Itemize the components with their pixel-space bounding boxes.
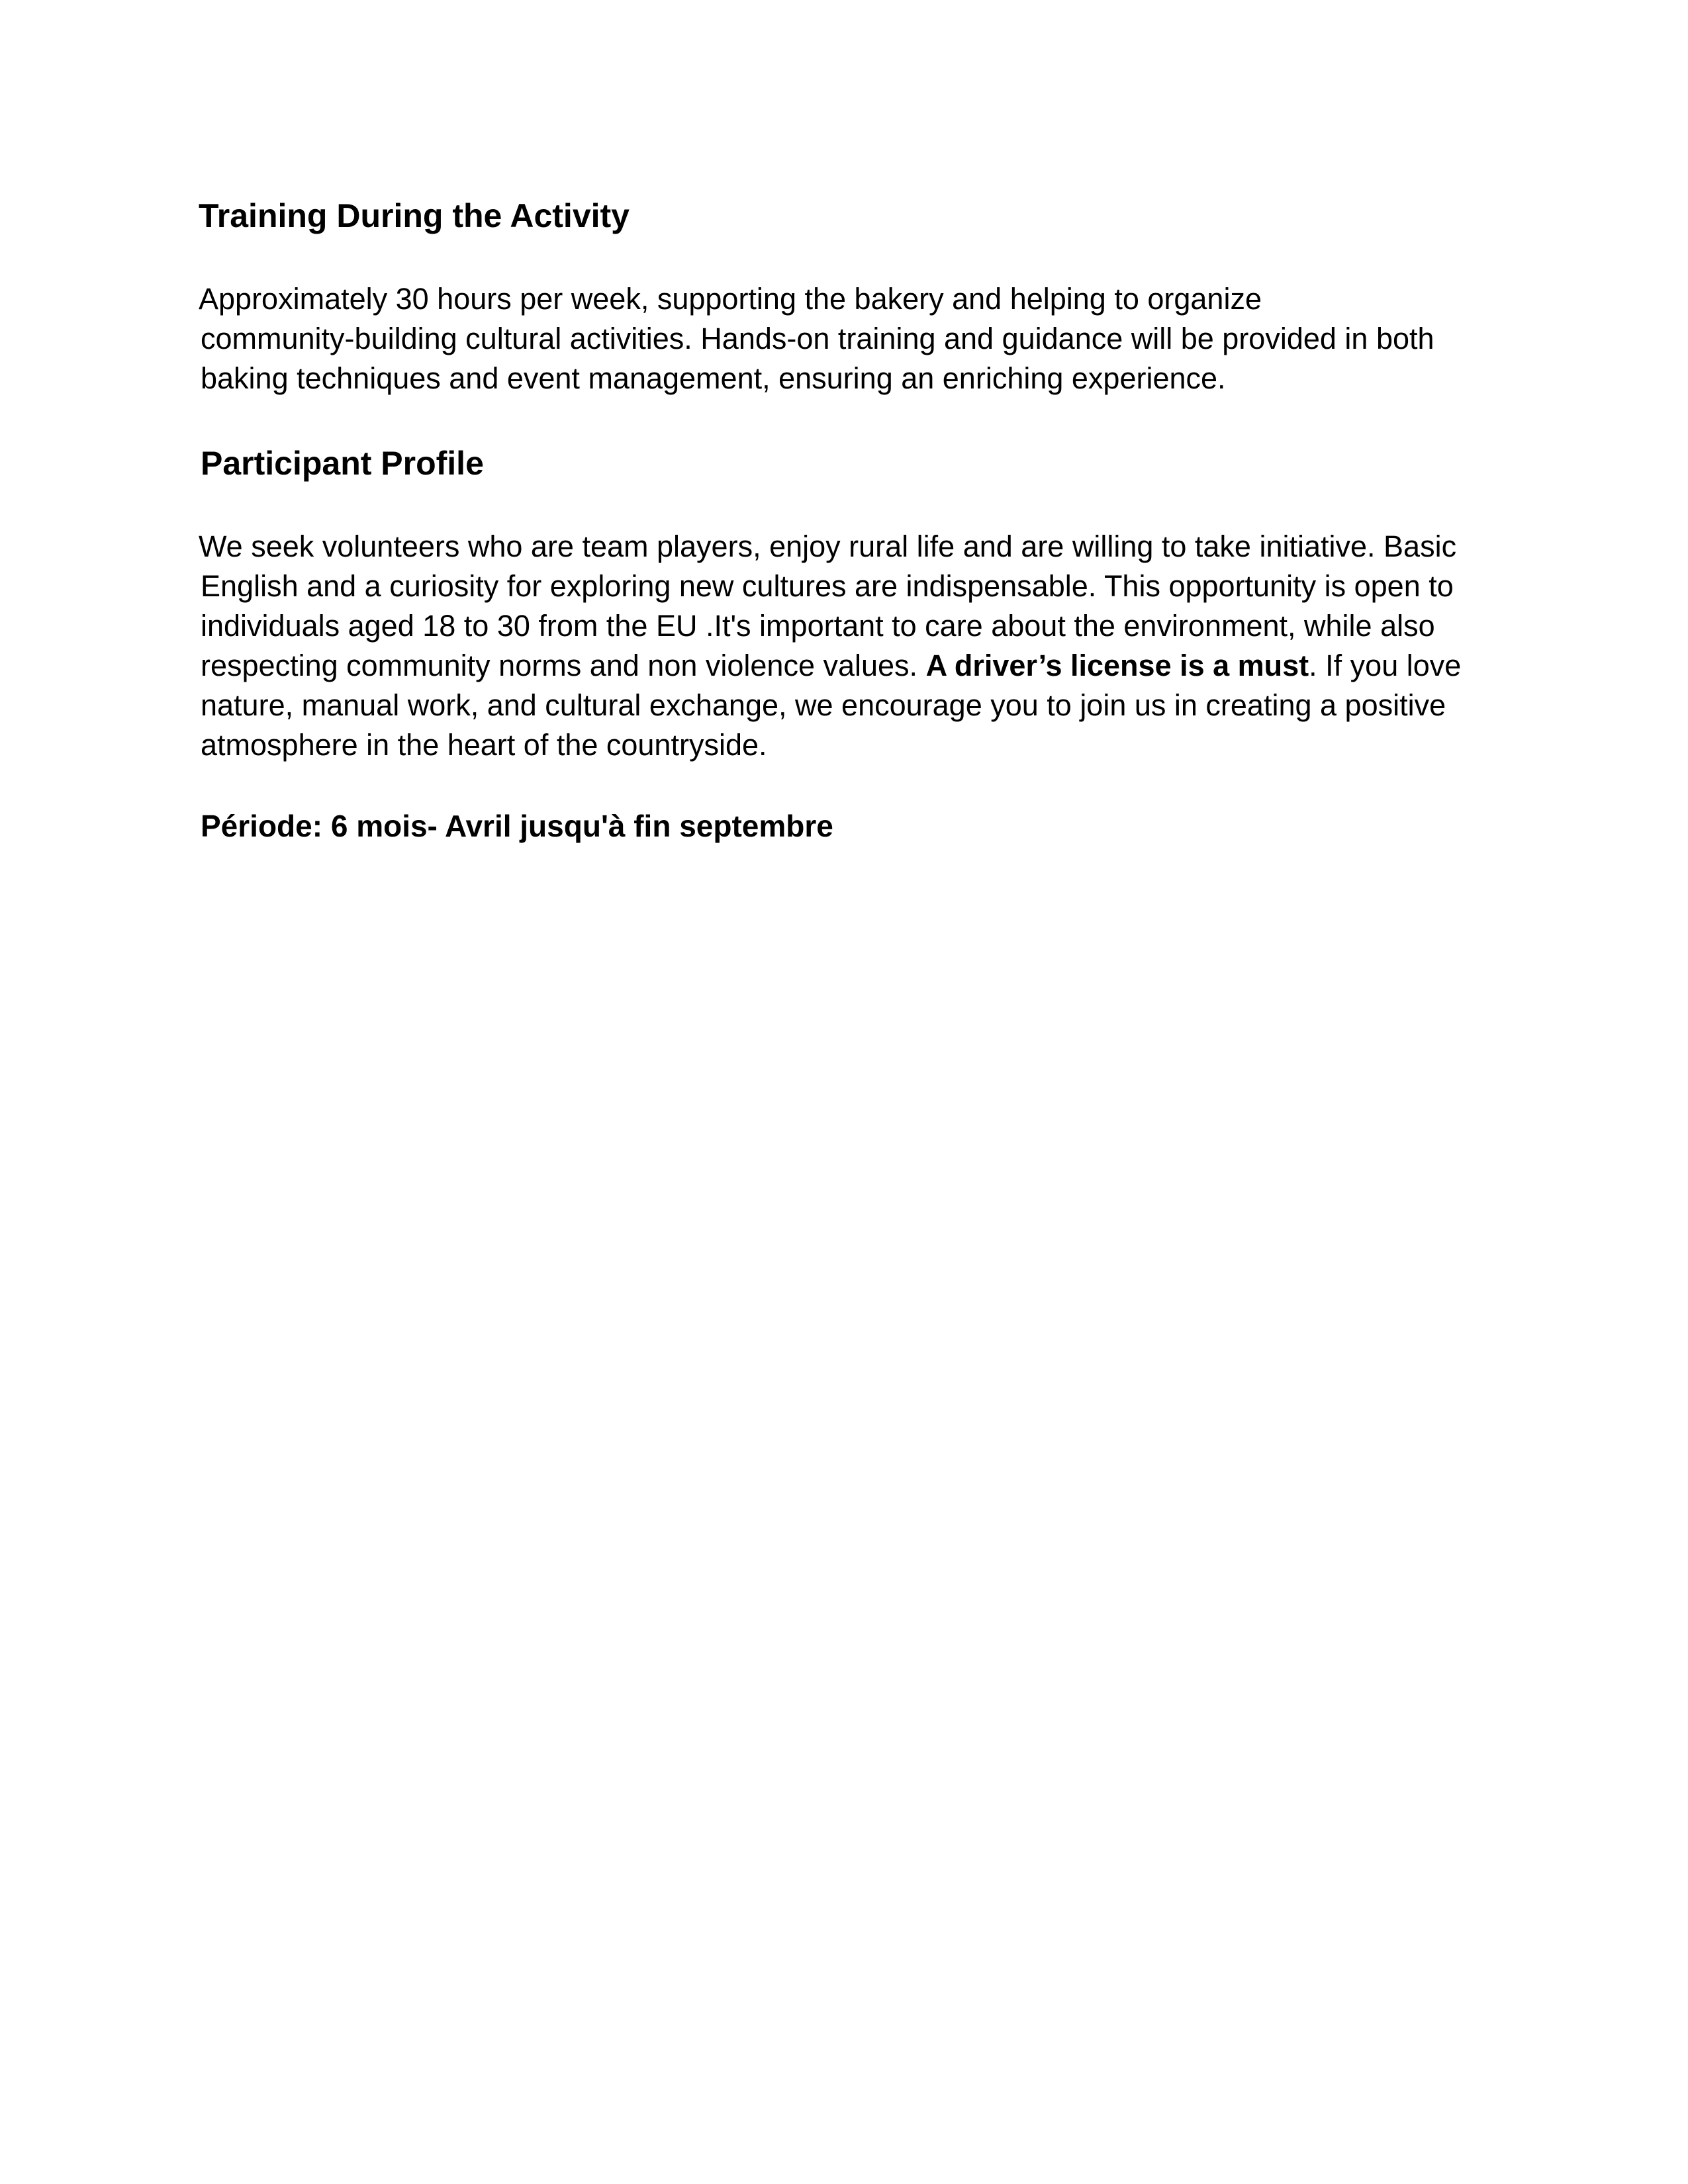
drivers-license-requirement: A driver’s license is a must xyxy=(925,649,1309,682)
profile-paragraph-line xyxy=(201,646,1461,686)
participant-profile-heading: Participant Profile xyxy=(201,445,484,482)
training-paragraph-line: community-building cultural activities. Hands-on training and guidance will be provided in both xyxy=(201,322,1434,355)
profile-paragraph-line: atmosphere in the heart of the countryside. xyxy=(201,728,767,762)
training-heading: Training During the Activity xyxy=(199,197,630,234)
period-line: Période: 6 mois- Avril jusqu'à fin septembre xyxy=(201,809,833,843)
training-paragraph-line: baking techniques and event management, ensuring an enriching experience. xyxy=(201,361,1226,395)
profile-line-text: . If you love xyxy=(1309,649,1462,682)
profile-paragraph-line: English and a curiosity for exploring new cultures are indispensable. This opportunity is open to xyxy=(201,569,1454,603)
profile-line-text: respecting community norms and non violence values. xyxy=(201,649,926,682)
profile-paragraph-line: individuals aged 18 to 30 from the EU .It's important to care about the environment, while also xyxy=(201,609,1435,643)
profile-paragraph-line: nature, manual work, and cultural exchange, we encourage you to join us in creating a positive xyxy=(201,688,1446,722)
profile-paragraph-line: We seek volunteers who are team players, enjoy rural life and are willing to take initiative. Basic xyxy=(199,529,1457,563)
training-paragraph-line: Approximately 30 hours per week, supporting the bakery and helping to organize xyxy=(199,282,1262,316)
